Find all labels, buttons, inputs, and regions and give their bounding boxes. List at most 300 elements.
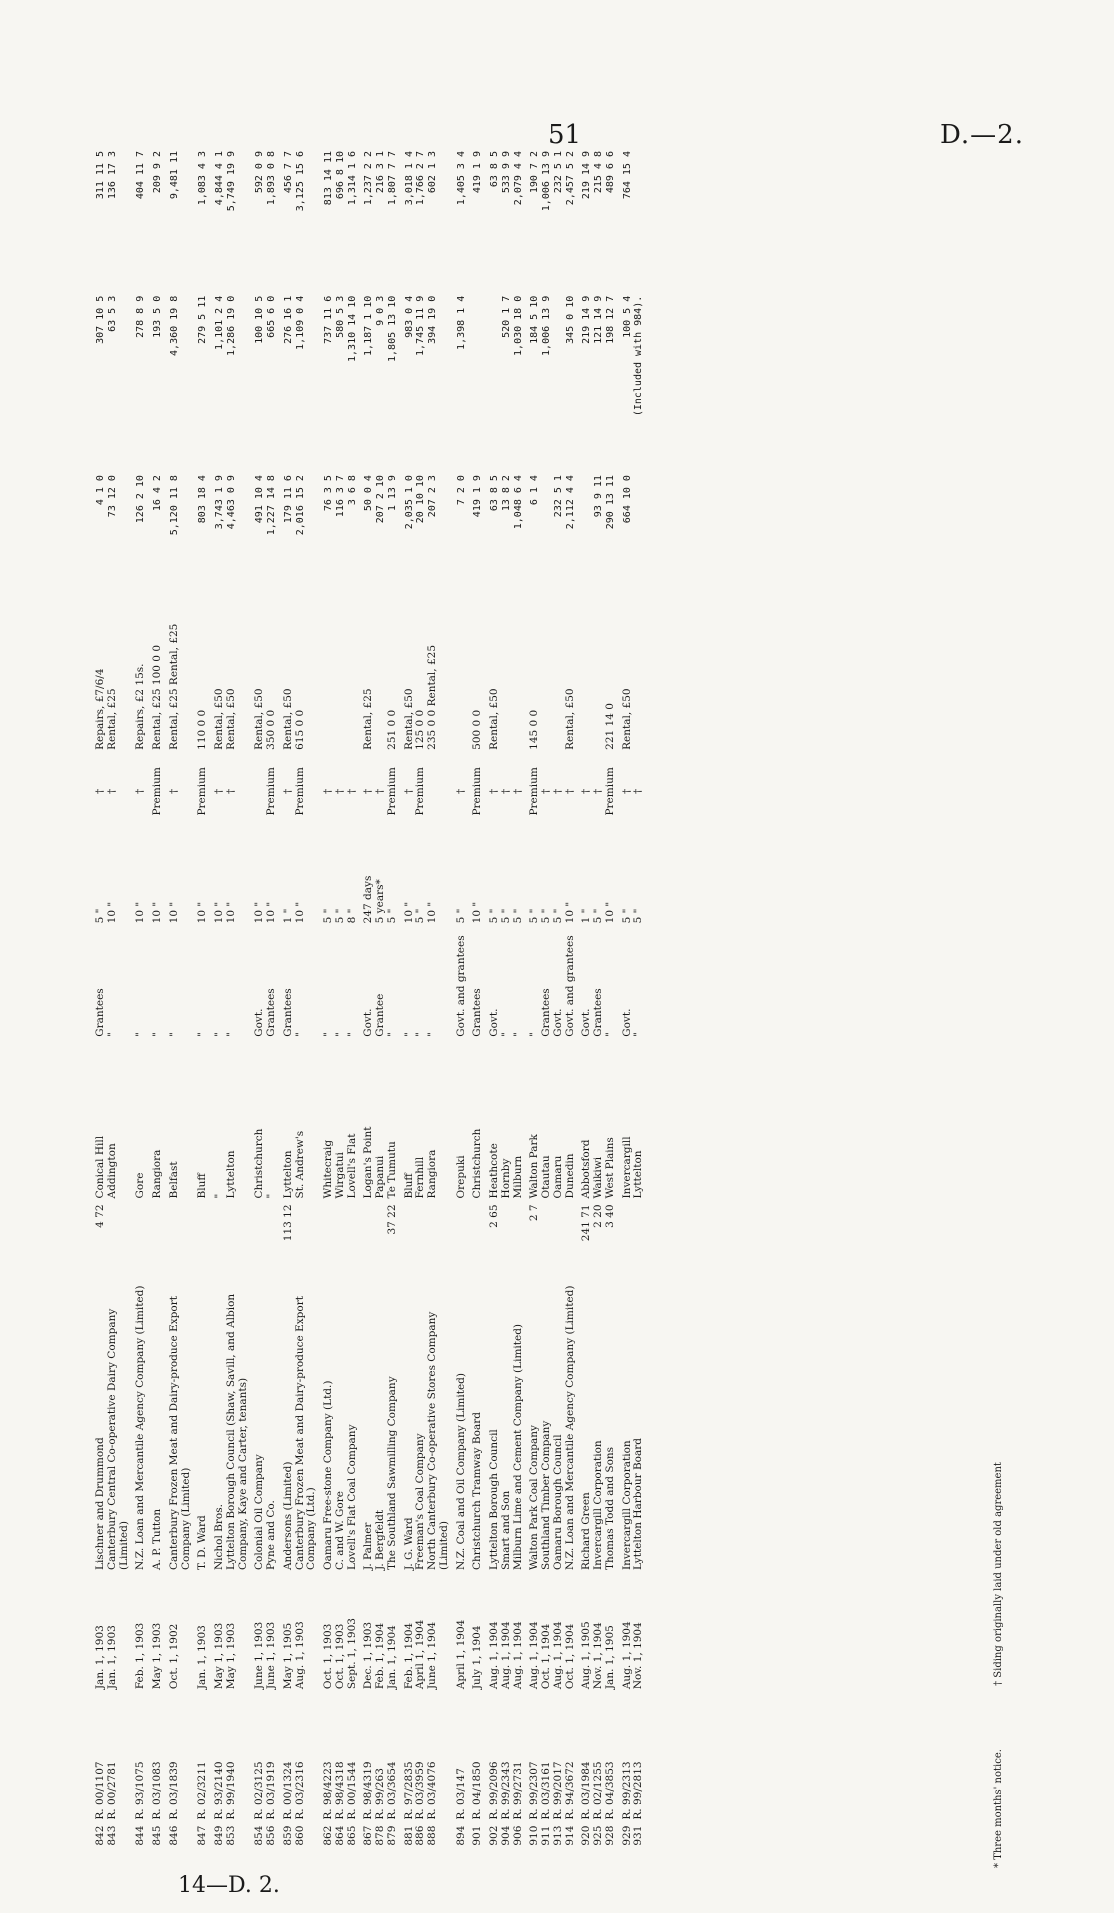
cell-place: Otautau [540,1155,552,1199]
cell-a3: 813 14 11 [323,151,334,206]
cell-a3: 419 1 9 [472,151,484,194]
cell-a1: 3,743 1 9 [214,475,225,530]
cell-place: Hornby [499,1158,512,1199]
footnote-dagger: † Siding originally laid under old agreement [993,1462,1004,1686]
cell-mark: † [322,788,334,794]
table-row [226,148,250,1868]
cell-mark: Premium [471,767,484,816]
cell-a1: 63 8 5 [489,475,500,512]
table-row [501,148,513,1868]
cell-mark: † [551,788,564,794]
cell-a3: 209 9 2 [152,151,163,194]
cell-file: R. 93/1075 [134,1761,147,1820]
cell-a1: 207 2 10 [375,475,386,524]
cell-terms: Rental, £50 [402,688,415,750]
cell-by: " [333,1031,346,1037]
cell-a1: 126 2 10 [135,475,147,524]
cell-by: " [426,1031,438,1037]
cell-a2: 219 14 9 [581,295,593,344]
cell-mark: Premium [265,767,277,816]
cell-a1 [633,472,645,617]
cell-a3: 311 11 5 [95,151,106,200]
cell-no: 859 [281,1825,294,1846]
cell-term: 10 " [293,901,306,924]
cell-name: Walton Park Coal Company [528,1425,541,1571]
cell-terms: Rental, £50 [253,688,266,750]
cell-by: " [322,1031,334,1037]
cell-term: 10 " [196,901,209,924]
cell-a1: 7 2 0 [455,475,467,506]
footnote-star: * Three months' notice. [993,1749,1004,1868]
cell-length [565,1201,577,1266]
cell-length [318,1201,335,1266]
cell-name: Colonial Oil Company [253,1454,266,1571]
cell-date: Oct. 1, 1904 [540,1623,552,1690]
table-row [192,148,209,1868]
table-row [484,148,501,1868]
cell-no: 906 [511,1825,524,1846]
cell-term: 10 " [603,901,616,924]
cell-date: Jan. 1, 1903 [196,1625,209,1690]
cell-by: Govt. [580,1008,593,1037]
cell-terms: 615 0 0 [293,709,306,750]
cell-file: R. 03/147 [454,1768,467,1820]
cell-file: R. 99/263 [374,1768,386,1820]
cell-a1: 179 11 6 [282,475,294,524]
cell-by: " [511,1031,524,1037]
cell-no: 913 [551,1825,564,1846]
cell-name: C. and W. Gore [333,1491,346,1571]
cell-a2: (Included with 984). [633,295,645,417]
cell-length [266,1201,278,1266]
cell-file: R. 99/2096 [488,1761,500,1820]
cell-a2: 1,109 0 4 [294,295,306,350]
cell-terms [347,617,359,753]
cell-a3: 9,481 11 [168,151,180,200]
cell-file: R. 03/3959 [414,1761,427,1820]
cell-name: Nichol Bros. [213,1504,225,1571]
cell-name: Thomas Todd and Sons [603,1446,616,1571]
cell-name: Invercargill Corporation [620,1440,633,1571]
cell-terms: Rental, £50 [563,688,576,750]
cell-term: 5 " [385,908,398,924]
cell-length [347,1201,359,1266]
cell-length [130,1201,147,1266]
cell-by: " [632,1031,645,1037]
cell-mark: † [632,788,645,794]
cell-name: N.Z. Loan and Mercantile Agency Company (Limited) [134,1285,147,1571]
cell-place: Wirgatui [333,1152,346,1199]
cell-terms: Repairs, £2 15s. [134,663,147,750]
cell-a2: 394 19 0 [427,295,438,344]
cell-length [415,1201,427,1266]
cell-file: R. 00/1544 [345,1761,358,1820]
table-row [375,148,387,1868]
cell-date: April 1, 1904 [454,1619,467,1690]
cell-a1: 803 18 4 [197,475,209,524]
cell-date: May 1, 1903 [213,1622,225,1690]
cell-mark: Premium [385,767,398,816]
cell-mark: Premium [151,767,163,816]
cell-place: Oamaru [551,1155,564,1199]
cell-by: Grantees [265,988,277,1037]
cell-place: Christchurch [253,1128,266,1199]
table-row [318,148,335,1868]
cell-terms [513,617,525,753]
cell-date: Aug. 1, 1904 [528,1621,541,1690]
cell-a2: 9 0 3 [375,295,386,326]
cell-a1: 664 10 0 [621,475,633,524]
cell-date: Jan. 1, 1904 [385,1625,398,1690]
cell-length [209,1201,226,1266]
cell-by: Govt. [620,1008,633,1037]
cell-date: Oct. 1, 1903 [322,1623,334,1690]
cell-no: 843 [105,1825,118,1846]
cell-place: Fernhill [414,1156,427,1199]
cell-file: R. 99/2731 [511,1761,524,1820]
cell-length [541,1201,553,1266]
cell-mark [249,753,266,830]
table-row [278,148,295,1868]
cell-term: 5 " [540,908,552,924]
cell-place: West Plains [603,1137,616,1199]
cell-terms: Rental, £25 Rental, £25 [167,623,180,750]
cell-name: Lovell's Flat Coal Company [345,1424,358,1571]
cell-a2 [553,293,565,472]
cell-file: R. 03/1839 [167,1761,180,1820]
cell-file: R. 00/1107 [94,1761,106,1820]
rotated-ledger-table [94,148,1004,1868]
cell-name: Christchurch Tramway Board [471,1412,484,1571]
cell-file: R. 03/1083 [151,1761,163,1820]
cell-file: R. 03/2316 [293,1761,306,1820]
cell-file: R. 03/4076 [426,1761,438,1820]
cell-mark: † [402,788,415,794]
cell-term: 10 " [105,901,118,924]
cell-no: 846 [167,1825,180,1846]
cell-length [192,1201,209,1266]
table-row [427,148,451,1868]
cell-by: Govt. [488,1008,500,1037]
cell-mark: † [333,788,346,794]
cell-by: " [528,1031,541,1037]
cell-term: 10 " [224,901,237,924]
cell-a2: 737 11 6 [323,295,334,344]
cell-a1: 13 8 2 [500,475,512,512]
cell-name: N.Z. Coal and Oil Company (Limited) [454,1373,467,1571]
cell-place: Dunedin [563,1153,576,1199]
cell-length [513,1201,525,1266]
cell-place: Rangiora [151,1149,163,1199]
cell-a1: 93 9 11 [593,475,604,518]
cell-terms [576,617,593,753]
cell-place: Gore [134,1172,147,1199]
cell-name: Andersons (Limited) [281,1461,294,1571]
cell-mark [427,753,451,830]
cell-file: R. 94/3672 [563,1761,576,1820]
page-number: 51 [548,120,582,150]
cell-a1: 20 10 10 [415,475,427,524]
cell-date: Aug. 1, 1904 [499,1621,512,1690]
cell-a2: 1,805 13 10 [386,295,398,362]
cell-a2: 100 10 5 [254,295,266,344]
cell-a3: 592 0 9 [254,151,266,194]
cell-a2: 1,030 18 0 [512,295,524,356]
cell-a3: 1,083 4 3 [197,151,209,206]
table-row [266,148,278,1868]
cell-terms [593,617,605,753]
cell-mark: † [281,788,294,794]
cell-terms: 500 0 0 [471,709,484,750]
cell-file: R. 99/2313 [620,1761,633,1820]
cell-date: Aug. 1, 1904 [551,1621,564,1690]
cell-length [375,1201,387,1266]
table-row [147,148,164,1868]
cell-mark: † [620,788,633,794]
table-row [467,148,484,1868]
cell-a3: 1,807 7 7 [386,151,398,206]
cell-by: " [167,1031,180,1037]
cell-length: 241 71 [580,1204,593,1242]
cell-terms: 251 0 0 [385,709,398,750]
cell-mark: † [374,788,386,794]
cell-length [358,1201,375,1266]
cell-mark: † [499,788,512,794]
cell-no: 894 [454,1825,467,1846]
cell-a1: 4 1 0 [95,475,106,506]
cell-place: Bluff [196,1173,209,1199]
cell-a3: 764 15 4 [621,151,633,200]
cell-length [164,1201,193,1266]
cell-a3: 1,006 13 9 [541,151,552,212]
cell-by: Govt. and grantees [563,935,576,1037]
cell-length [107,1201,131,1266]
cell-a2: 184 5 10 [529,295,541,344]
table-row [209,148,226,1868]
cell-name: Pyne and Co. [265,1500,277,1571]
cell-date: Aug. 1, 1904 [511,1621,524,1690]
cell-term: 5 " [488,908,500,924]
cell-a1: 290 13 11 [604,475,616,530]
cell-a2: 279 5 11 [197,295,209,344]
cell-mark: Premium [414,767,427,816]
cell-place: Conical Hill [94,1135,106,1199]
cell-by: " [196,1031,209,1037]
cell-terms: Rental, £25 [362,688,375,750]
cell-by: " [213,1031,225,1037]
table-row [130,148,147,1868]
cell-name: Lischner and Drummond [94,1437,106,1571]
cell-no: 845 [151,1825,163,1846]
cell-term: 10 " [134,901,147,924]
cell-no: 910 [528,1825,541,1846]
cell-mark: † [488,788,500,794]
cell-term: 1 " [580,908,593,924]
cell-term: 10 " [253,901,266,924]
cell-by: " [224,1031,237,1037]
cell-name: Freeman's Coal Company [414,1433,427,1571]
cell-terms: 350 0 0 [265,709,277,750]
cell-name: Canterbury Frozen Meat and Dairy-produce Export Company (Limited) [167,1296,192,1571]
cell-a1: 16 4 2 [152,475,163,512]
cell-date: Feb. 1, 1904 [374,1622,386,1690]
cell-place: Belfast [167,1161,180,1199]
cell-file: R. 98/4318 [333,1761,346,1820]
cell-length [147,1201,164,1266]
cell-file: R. 04/3853 [603,1761,616,1820]
cell-terms: 110 0 0 [196,709,209,750]
cell-a3: 456 7 7 [282,151,294,194]
cell-no: 854 [253,1825,266,1846]
cell-by: " [293,1031,306,1037]
cell-terms [553,617,565,753]
cell-place: St. Andrew's [293,1130,306,1199]
cell-by: Grantees [592,988,604,1037]
cell-length [451,1201,468,1266]
cell-file: R. 03/3654 [385,1761,398,1820]
cell-length: 2 7 [528,1204,541,1222]
cell-term: 5 " [499,908,512,924]
cell-length: 113 12 [281,1204,294,1242]
cell-by: " [414,1031,427,1037]
cell-date: June 1, 1903 [253,1621,266,1690]
cell-by: Grantees [94,988,106,1037]
cell-no: 928 [603,1825,616,1846]
table-row [95,148,107,1868]
cell-a2: 1,310 14 10 [346,295,358,362]
cell-length [553,1201,565,1266]
cell-length [249,1201,266,1266]
cell-mark: † [94,788,106,794]
table-row [387,148,399,1868]
cell-a2 [467,293,484,472]
cell-by: Govt. [362,1008,375,1037]
sheet-mark: 14—D. 2. [178,1873,280,1898]
cell-by: Grantees [540,988,552,1037]
cell-by: Grantees [471,988,484,1037]
cell-mark: † [540,788,552,794]
cell-a2: 276 16 1 [282,295,294,344]
cell-no: 878 [374,1825,386,1846]
cell-term: 10 " [213,901,225,924]
cell-a3: 5,749 19 9 [225,151,237,212]
cell-a3: 1,237 2 2 [363,151,375,206]
cell-no: 862 [322,1825,334,1846]
cell-a2: 1,286 19 0 [225,295,237,356]
cell-place: Invercargill [620,1136,633,1199]
cell-date: Oct. 1, 1902 [167,1623,180,1690]
cell-a2: 121 14 9 [593,295,604,344]
table-row [164,148,193,1868]
cell-a2: 4,360 19 8 [168,295,180,356]
cell-length [399,1201,416,1266]
cell-a3: 1,405 3 4 [455,151,467,206]
cell-terms [451,617,468,753]
cell-no: 914 [563,1825,576,1846]
cell-a3: 1,314 1 6 [346,151,358,206]
cell-file: R. 04/1850 [471,1761,484,1820]
cell-name: A. P. Tutton [151,1508,163,1571]
cell-length [335,1201,347,1266]
cell-term: 5 " [333,908,346,924]
table-row [605,148,617,1868]
cell-mark: † [592,788,604,794]
cell-no: 856 [265,1825,277,1846]
cell-a1: 76 3 5 [323,475,334,512]
cell-name: Canterbury Frozen Meat and Dairy-produce Export Company (Ltd.) [293,1296,318,1571]
cell-no: 864 [333,1825,346,1846]
cell-date: Aug. 1, 1903 [293,1621,306,1690]
cell-no: 929 [620,1825,633,1846]
cell-place: Lyttelton [281,1150,294,1199]
cell-no: 853 [224,1825,237,1846]
cell-no: 865 [345,1825,358,1846]
cell-term: 5 " [94,908,106,924]
cell-a3: 3,125 15 6 [294,151,306,212]
cell-a2: 520 1 7 [500,295,512,338]
cell-no: 849 [213,1825,225,1846]
cell-terms: Rental, £25 100 0 0 [151,644,163,750]
cell-no: 888 [426,1825,438,1846]
table-row [541,148,553,1868]
cell-term: 10 " [151,901,163,924]
sidings-table [95,148,645,1868]
table-row [249,148,266,1868]
cell-by: " [105,1031,118,1037]
cell-date: Aug. 1, 1904 [620,1621,633,1690]
cell-date: July 1, 1904 [471,1625,484,1690]
cell-terms [335,617,347,753]
cell-a2: 665 6 0 [266,295,277,338]
cell-term: 1 " [281,908,294,924]
cell-a3: 404 11 7 [135,151,147,200]
cell-date: June 1, 1903 [265,1621,277,1690]
table-row [347,148,359,1868]
cell-mark: † [345,788,358,794]
table-row [524,148,541,1868]
cell-a2 [484,293,501,472]
cell-a3: 696 8 10 [334,151,346,200]
cell-length: 2 20 [592,1204,604,1228]
cell-terms: Rental, £50 [281,688,294,750]
cell-a1 [541,472,553,617]
cell-a3: 4,844 4 1 [214,151,225,206]
cell-place: Christchurch [471,1128,484,1199]
table-body [95,148,645,1868]
cell-no: 860 [293,1825,306,1846]
cell-mark: † [362,788,375,794]
table-row [576,148,593,1868]
cell-mark: † [213,788,225,794]
cell-no: 925 [592,1825,604,1846]
cell-a3: 190 7 2 [529,151,541,194]
cell-a3: 489 6 6 [604,151,616,194]
cell-term: 10 " [402,901,415,924]
cell-a2: 983 0 4 [403,295,415,338]
cell-terms [375,617,387,753]
cell-length [633,1201,645,1266]
cell-terms [501,617,513,753]
cell-mark: Premium [293,767,306,816]
cell-mark: Premium [196,767,209,816]
cell-a2: 1,006 13 9 [541,295,552,356]
cell-file: R. 99/2017 [551,1761,564,1820]
page-reference: D.—2. [940,120,1024,150]
cell-terms: Rental, £50 [224,688,237,750]
cell-mark: † [454,788,467,794]
cell-name: N.Z. Loan and Mercantile Agency Company (Limited) [563,1285,576,1571]
table-row [553,148,565,1868]
